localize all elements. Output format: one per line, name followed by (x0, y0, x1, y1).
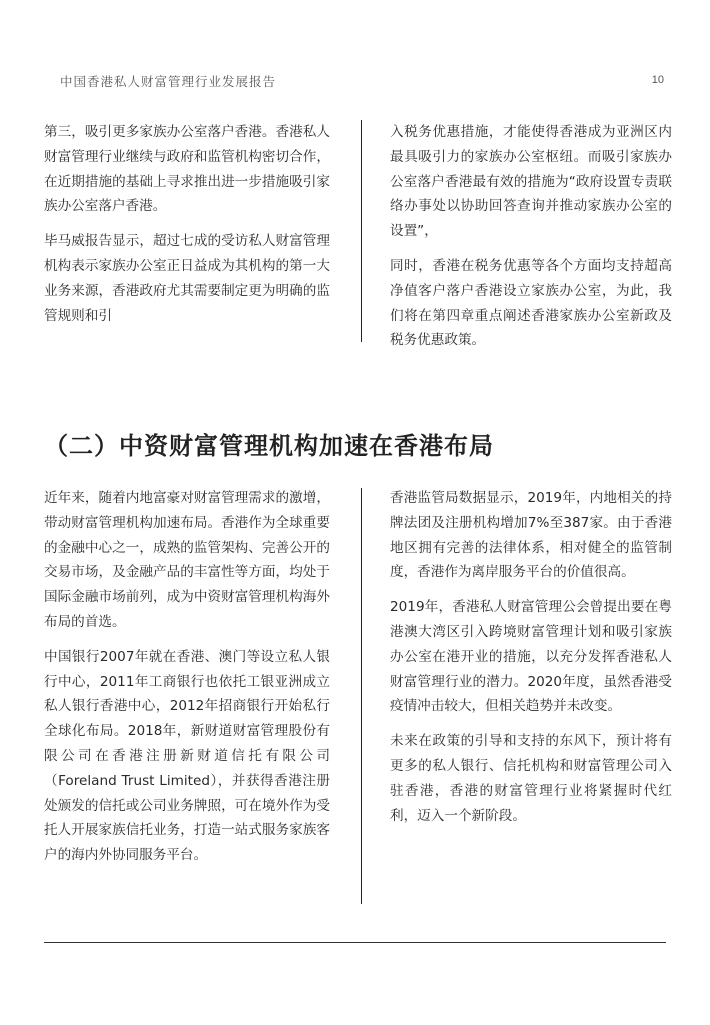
top-left-column (44, 120, 330, 338)
page-number: 10 (651, 74, 664, 86)
paragraph: 同时，香港在税务优惠等各个方面均支持超高净值客户落户香港设立家族办公室，为此，我们将在第四章重点阐述香港家族办公室新政及税务优惠政策。 (390, 257, 672, 349)
paragraph: 香港监管局数据显示，2019年，内地相关的持牌法团及注册机构增加7%至387家。由于香港地区拥有完善的法律体系，相对健全的监管制度，香港作为离岸服务平台的价值很高。 (390, 490, 672, 581)
bottom-right-column (390, 486, 672, 838)
paragraph: 第三，吸引更多家族办公室落户香港。香港私人财富管理行业继续与政府和监管机构密切合作，在近期措施的基础上寻求推出进一步措施吸引家族办公室落户香港。 (44, 124, 330, 215)
paragraph: 近年来，随着内地富豪对财富管理需求的激增，带动财富管理机构加速布局。香港作为全球重要的金融中心之一，成熟的监管架构、完善公开的交易市场，及金融产品的丰富性等方面，均处于国际金融市场前列，成为中资财富管理机构海外布局的首选。 (44, 490, 330, 630)
top-right-column (390, 120, 672, 363)
report-title: 中国香港私人财富管理行业发展报告 (60, 74, 277, 89)
bottom-left-column (44, 486, 330, 878)
column-divider (361, 488, 362, 904)
paragraph: 未来在政策的引导和支持的东风下，预计将有更多的私人银行、信托机构和财富管理公司入驻香港，香港的财富管理行业将紧握时代红利，迈入一个新阶段。 (390, 733, 672, 824)
paragraph: 中国银行2007年就在香港、澳门等设立私人银行中心，2011年工商银行也依托工银亚洲成立私人银行香港中心，2012年招商银行开始私行全球化布局。2018年，新财道财富管理股份有限公司在香港注册新财道信托有限公司（Foreland Trust Limited），并获得香港注册处颁发的信托或公司业务牌照，可在境外作为受托人开展家族信托业务，打造一站式服务家族客户的海内外协同服务平台。 (44, 648, 330, 864)
paragraph: 2019年，香港私人财富管理公会曾提出要在粤港澳大湾区引入跨境财富管理计划和吸引家族办公室在港开业的措施，以充分发挥香港私人财富管理行业的潜力。2020年度，虽然香港受疫情冲击较大，但相关趋势并未改变。 (390, 599, 672, 715)
footer-rule (44, 942, 666, 943)
section-heading: （二）中资财富管理机构加速在香港布局 (44, 432, 494, 460)
paragraph: 入税务优惠措施，才能使得香港成为亚洲区内最具吸引力的家族办公室枢纽。而吸引家族办公室落户香港最有效的措施为“政府设置专责联络办事处以协助回答查询并推动家族办公室的设置”， (390, 124, 672, 240)
paragraph: 毕马威报告显示，超过七成的受访私人财富管理机构表示家族办公室正日益成为其机构的第一大业务来源，香港政府尤其需要制定更为明确的监管规则和引 (44, 233, 330, 324)
column-divider (361, 120, 362, 342)
